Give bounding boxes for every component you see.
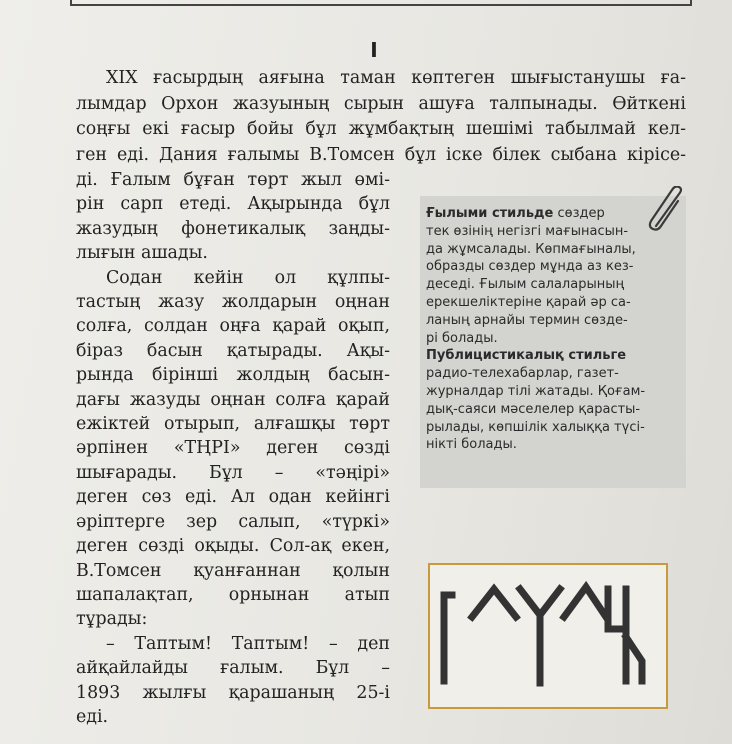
- rune-5: [608, 589, 642, 681]
- rune-4: [564, 587, 606, 617]
- text-line: дағы жазуды оңнан солға қарай: [76, 389, 390, 410]
- term-scientific-style: Ғылыми стильде: [426, 206, 554, 221]
- sidebar-line: рылады, көпшілік халыққа түсі-: [426, 419, 645, 435]
- sidebar-line: образды сөздер мұнда аз кез-: [426, 259, 634, 275]
- text-line: жазудың фонетикалық заңды-: [76, 218, 390, 239]
- sidebar-text: [426, 205, 670, 454]
- text-line: лығын ашады.: [76, 243, 208, 264]
- text-line: айқайлайды ғалым. Бұл –: [76, 658, 390, 679]
- text-line: рында бірінші жолдың басын-: [76, 365, 390, 386]
- text-line: деген сөзді оқыды. Сол-ақ екен,: [76, 536, 390, 557]
- sidebar-line: деседі. Ғылым салаларының: [426, 277, 625, 293]
- sidebar-line: нікті болады.: [426, 437, 517, 453]
- text-line: шапалақтап, орнынан атып: [76, 584, 390, 605]
- text-line: лымдар Орхон жазуының сырын ашуға талпынады. Өйткені: [76, 93, 686, 114]
- orkhon-runes-image: [428, 563, 668, 709]
- rune-2: [472, 589, 516, 617]
- text-line: еді.: [76, 706, 109, 727]
- term-publicistic-style: Публицистикалық стильге: [426, 348, 627, 364]
- text-line: шығарады. Бұл – «тәңірі»: [76, 462, 390, 483]
- sidebar-line: да жұмсалады. Көпмағыналы,: [426, 241, 636, 257]
- top-frame-border: [70, 0, 692, 6]
- text-line: біраз басын қатырады. Ақы-: [76, 340, 390, 361]
- sidebar-line: ерекшеліктеріне қарай әр са-: [426, 294, 631, 310]
- text-line: ген еді. Дания ғалымы В.Томсен бұл іске білек сыбана кірісе-: [76, 144, 686, 165]
- text-line: Содан кейін ол құлпы-: [106, 267, 390, 288]
- runes-drawing: [430, 565, 666, 707]
- text-line: ежіктей отырып, алғашқы төрт: [76, 414, 390, 435]
- text-line: соңғы екі ғасыр бойы бұл жұмбақтың шешімі табылмай кел-: [76, 119, 686, 140]
- text-line: деген сөз еді. Ал одан кейінгі: [76, 487, 390, 508]
- sidebar-line: [426, 347, 670, 365]
- text-line: тастың жазу жолдарын оңнан: [76, 292, 390, 313]
- paragraph-left-column: [76, 168, 390, 729]
- sidebar-line: ланың арнайы термин сөзде-: [426, 312, 628, 328]
- text-line: рін сарп етеді. Ақырында бұл: [76, 194, 390, 215]
- sidebar-line: радио-телехабарлар, газет-: [426, 366, 619, 382]
- section-number: I: [370, 38, 378, 62]
- sidebar-line: журналдар тілі жатады. Қоғам-: [426, 383, 646, 399]
- text-line: ді. Ғалым бұған төрт жыл өмі-: [76, 170, 390, 190]
- text-line: тұрады:: [76, 609, 148, 630]
- paragraph-full-width: [76, 66, 686, 168]
- rune-3: [520, 589, 560, 683]
- sidebar-line: рі болады.: [426, 330, 498, 346]
- text-line: әрпінен «ТҢРІ» деген сөзді: [76, 438, 390, 459]
- sidebar-line: тек өзінің негізгі мағынасын-: [426, 223, 629, 239]
- text-line: – Таптым! Таптым! – деп: [106, 633, 390, 654]
- text-line: әріптерге зер салып, «түркі»: [76, 511, 390, 532]
- text-line: XIX ғасырдың аяғына таман көптеген шығыстанушы ға-: [106, 68, 686, 88]
- text-line: 1893 жылғы қарашаның 25-і: [76, 682, 390, 703]
- sidebar-line: Ғылыми стильде сөздер: [426, 206, 605, 221]
- text-line: солға, солдан оңға қарай оқып,: [76, 316, 390, 337]
- text-line: В.Томсен қуанғаннан қолын: [76, 560, 390, 581]
- sidebar-line: дық-саяси мәселелер қарасты-: [426, 401, 641, 417]
